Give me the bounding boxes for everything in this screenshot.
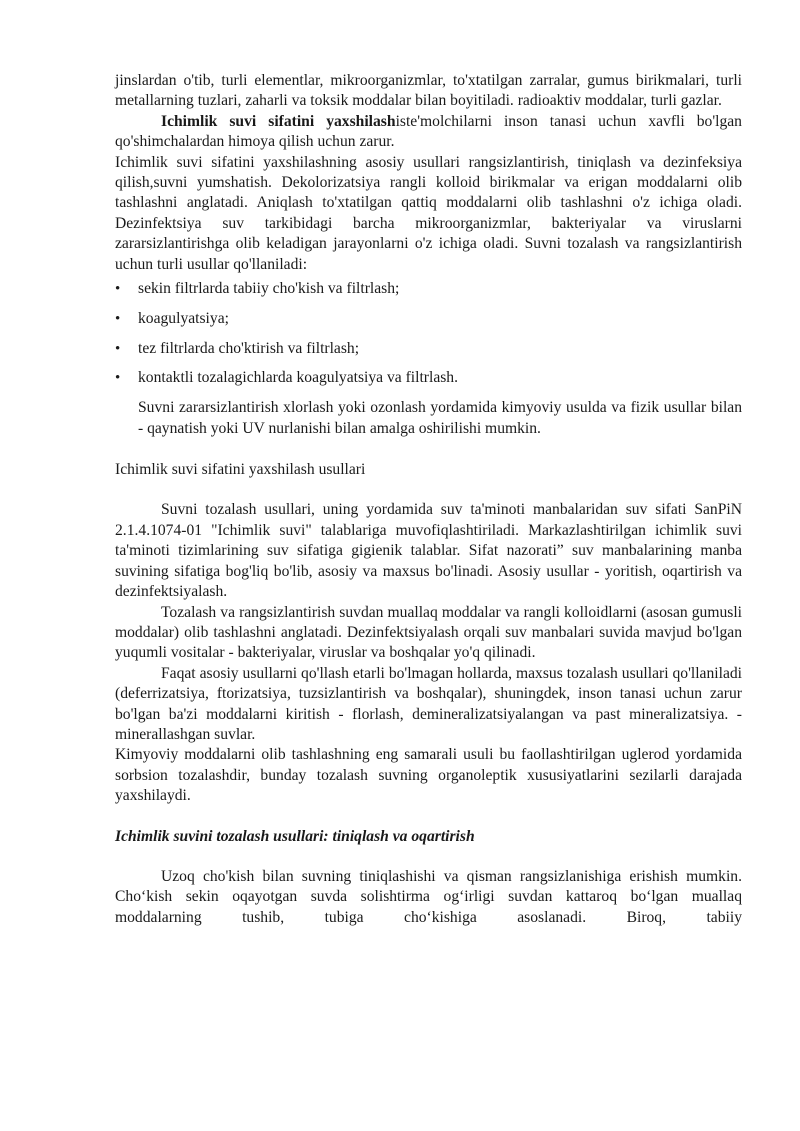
document-page: [115, 71, 742, 928]
paragraph-contaminants: jinslardan o'tib, turli elementlar, mikroorganizmlar, to'xtatilgan zarralar, gumus birikmalari, turli metallarning tuzlari, zaharli va toksik moddalar bilan boyitiladi. radioaktiv moddalar, turli gazlar.: [115, 72, 742, 110]
section-heading: Ichimlik suvini tozalash usullari: tiniqlash va oqartirish: [115, 827, 475, 845]
paragraph-clarification: Tozalash va rangsizlantirish suvdan muallaq moddalar va rangli kolloidlarni (asosan gumusli moddalar) olib tashlashni anglatadi. Dezinfektsiyalash orqali suv manbalari suvida mavjud bo'lgan yuqumli vositalar - bakteriyalar, viruslar va boshqalar yo'q qilinadi.: [115, 603, 742, 662]
paragraph-purpose: [115, 112, 742, 153]
paragraph-sanpin: Suvni tozalash usullari, uning yordamida suv ta'minoti manbalaridan suv sifati SanPiN 2.1.4.1074-01 "Ichimlik suvi" talablariga muvofiqlashtiriladi. Markazlashtirilgan ichimlik suvi ta'minoti tizimlarining suv sifatiga gigienik talablar. Sifat nazorati” suv manbalarining manba suvining sifatiga bog'liq bo'lib, asosiy va maxsus bo'linadi. Asosiy usullar - yoritish, oqartirish va dezinfektsiyalash.: [115, 501, 742, 601]
paragraph-sorption: Kimyoviy moddalarni olib tashlashning eng samarali usuli bu faollashtirilgan uglerod yordamida sorbsion tozalashdir, bunday tozalash suvning organoleptik xususiyatlarini sezilarli darajada yaxshilaydi.: [115, 746, 742, 805]
paragraph-settling: Uzoq cho'kish bilan suvning tiniqlashishi va qisman rangsizlanishiga erishish mumkin. Cho‘kish sekin oqayotgan suvda solishtirma og‘irligi suvdan kattaroq bo‘lgan muallaq moddalarning tushib, tubiga cho‘kishiga asoslanadi. Biroq, tabiiy: [115, 867, 742, 926]
methods-list: [115, 279, 742, 389]
paragraph-special-methods: Faqat asosiy usullarni qo'llash etarli bo'lmagan hollarda, maxsus tozalash usullari qo'llaniladi (deferrizatsiya, ftorizatsiya, tuzsizlantirish va boshqalar), shuningdek, inson tanasi uchun zarur bo'lgan ba'zi moddalarni kiritish - florlash, demineralizatsiyalangan va past mineralizatsiya. - minerallashgan suvlar.: [115, 664, 742, 743]
paragraph-main-methods: Ichimlik suvi sifatini yaxshilashning asosiy usullari rangsizlantirish, tiniqlash va dezinfeksiya qilish,suvni yumshatish. Dekolorizatsiya rangli kolloid birikmalar va erigan moddalarni olib tashlashni anglatadi. Aniqlash to'xtatilgan qattiq moddalarni olib tashlashni o'z ichiga oladi. Dezinfektsiya suv tarkibidagi barcha mikroorganizmlar, bakteriyalar va viruslarni zararsizlantirishga olib keladigan jarayonlarni o'z ichiga oladi. Suvni tozalash va rangsizlantirish uchun turli usullar qo'llaniladi:: [115, 153, 742, 273]
list-item: • tez filtrlarda cho'ktirish va filtrlash;: [115, 339, 742, 359]
paragraph-disinfection-note: Suvni zararsizlantirish xlorlash yoki ozonlash yordamida kimyoviy usulda va fizik usullar bilan - qaynatish yoki UV nurlanishi bilan amalga oshirilishi mumkin.: [138, 399, 742, 437]
list-item: • kontaktli tozalagichlarda koagulyatsiya va filtrlash.: [115, 368, 742, 388]
subheading: Ichimlik suvi sifatini yaxshilash usullari: [115, 461, 366, 479]
paragraph-purpose-rest: iste'molchilarni inson tanasi uchun xavfli bo'lgan qo'shimchalardan himoya qilish uchun zarur.: [115, 112, 742, 151]
bold-term: Ichimlik suvi sifatini yaxshilash: [161, 112, 396, 130]
list-item: • koagulyatsiya;: [115, 309, 742, 329]
list-item: • sekin filtrlarda tabiiy cho'kish va filtrlash;: [115, 279, 742, 299]
